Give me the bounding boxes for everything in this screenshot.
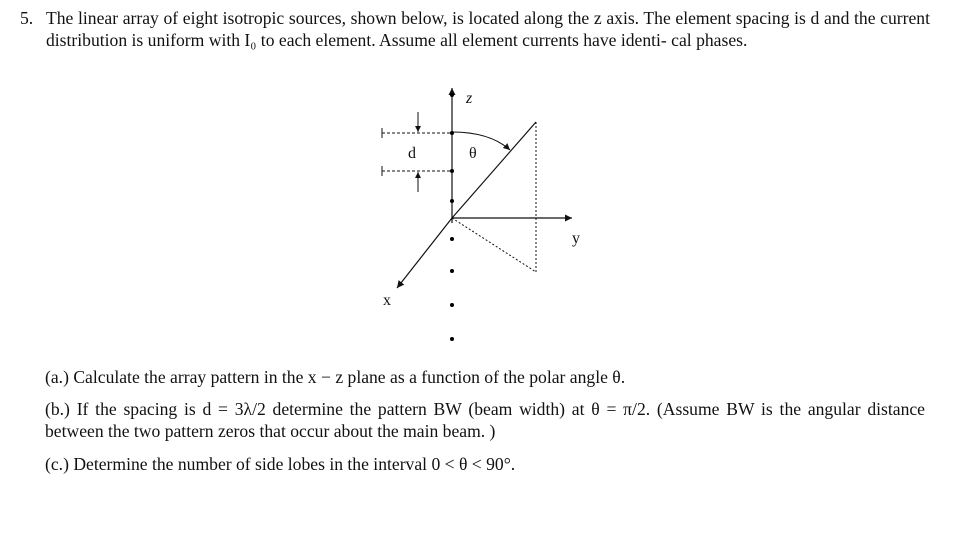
- x-axis: [397, 218, 452, 288]
- z-axis-label: z: [466, 90, 473, 107]
- array-element: [450, 131, 454, 135]
- array-element: [450, 199, 454, 203]
- question-b: (b.) If the spacing is d = 3λ/2 determine the pattern BW (beam width) at θ = π/2. (Assume BW is the angular distance between the two pattern zeros that occur about the main beam. ): [45, 399, 925, 441]
- x-axis-label: x: [383, 292, 391, 309]
- problem-text: The linear array of eight isotropic sources, shown below, is located along the z axis. The element spacing is d and the current distribution is uniform with I₀ to each element. Assume all element currents have identi- cal phases.: [46, 8, 930, 50]
- array-element: [450, 169, 454, 173]
- problem-number: 5.: [20, 8, 34, 28]
- projection-dashed-diagonal: [452, 218, 536, 272]
- observation-direction-line: [452, 122, 536, 218]
- question-a: (a.) Calculate the array pattern in the x − z plane as a function of the polar angle θ.: [45, 367, 626, 387]
- spacing-label: d: [408, 145, 416, 162]
- array-element: [450, 269, 454, 273]
- theta-arc: [452, 132, 510, 150]
- array-element: [450, 303, 454, 307]
- theta-label: θ: [469, 145, 477, 162]
- array-element: [450, 93, 454, 97]
- array-element: [450, 237, 454, 241]
- array-element: [450, 337, 454, 341]
- y-axis-label: y: [572, 230, 580, 247]
- question-c: (c.) Determine the number of side lobes in the interval 0 < θ < 90°.: [45, 454, 516, 474]
